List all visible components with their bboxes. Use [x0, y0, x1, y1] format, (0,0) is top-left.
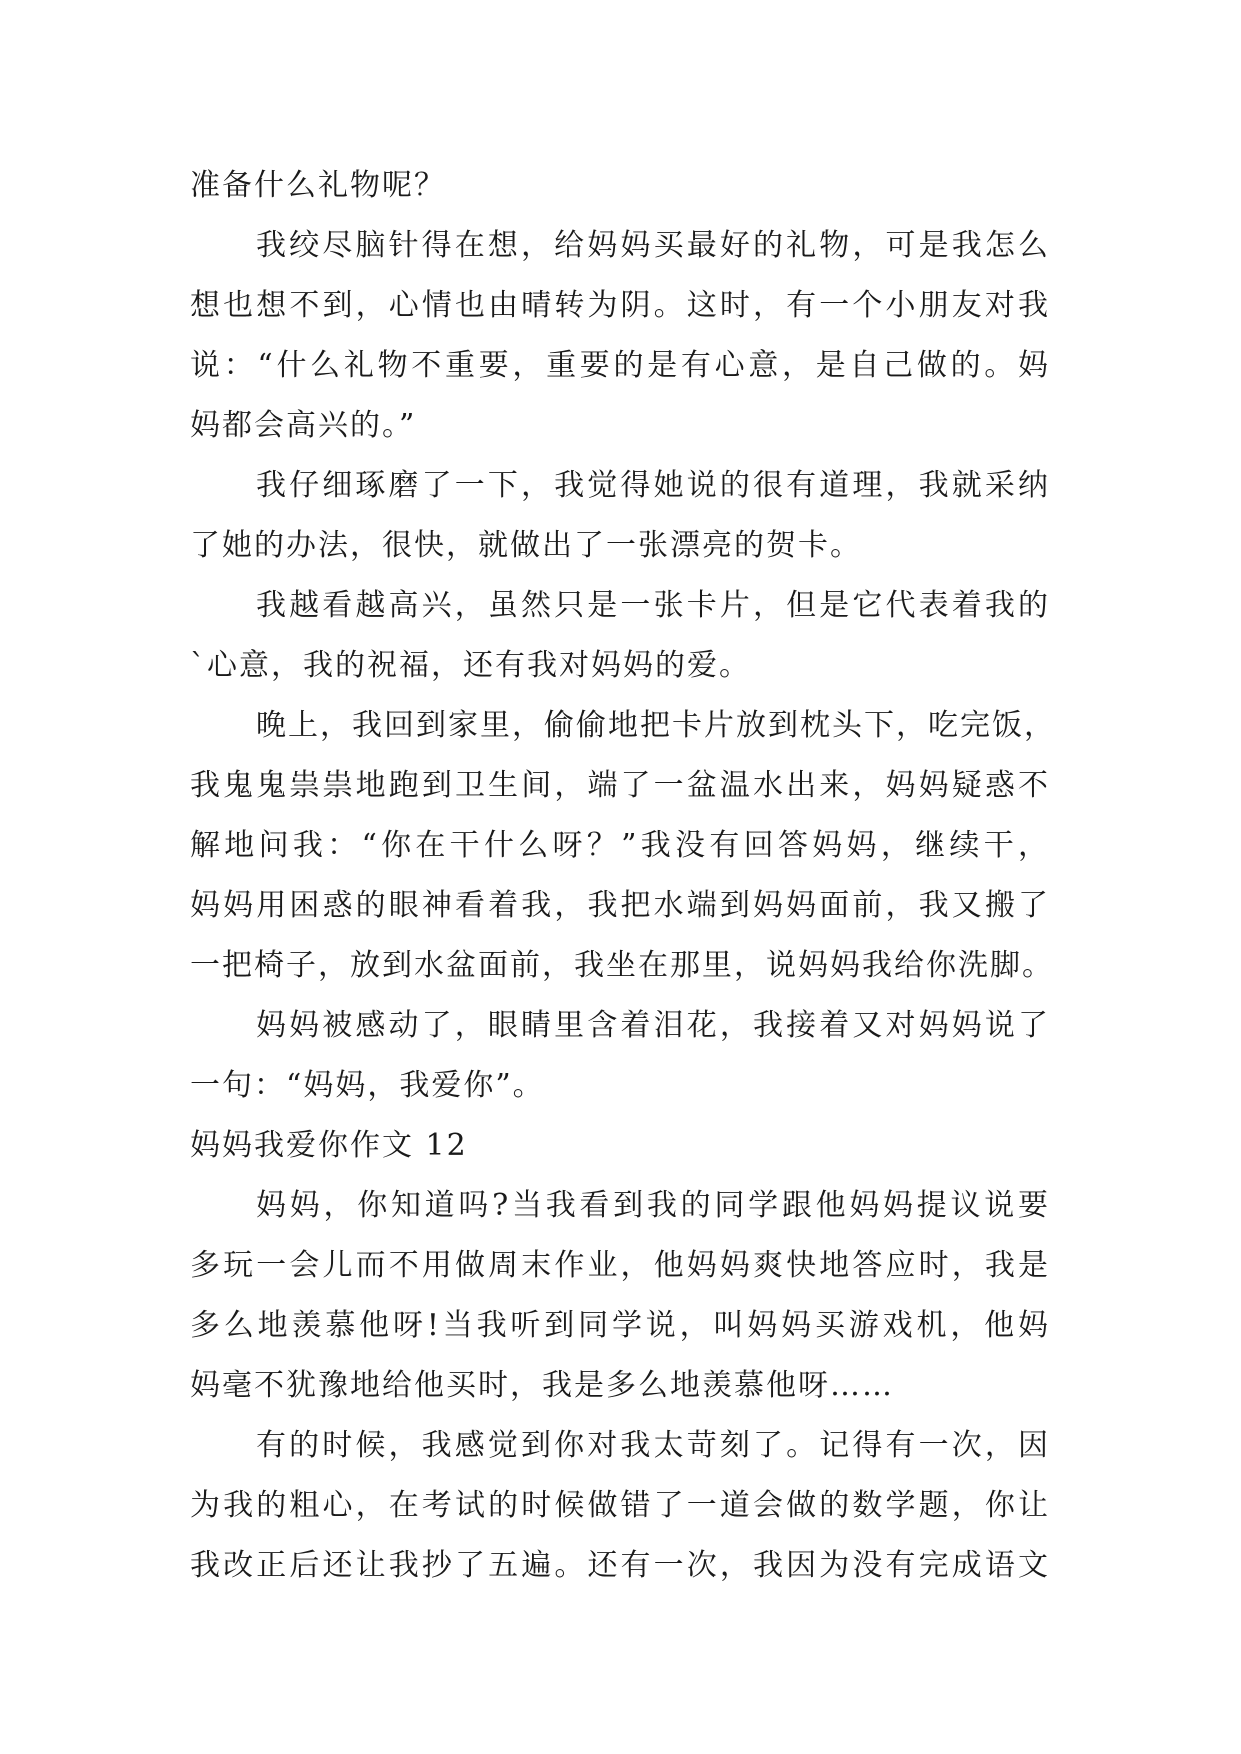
paragraph-line: 一句：“妈妈，我爱你”。	[190, 1068, 545, 1103]
essay-title: 妈妈我爱你作文 12	[190, 1128, 468, 1163]
paragraph-line: 我仔细琢磨了一下，我觉得她说的很有道理，我就采纳	[256, 468, 1050, 503]
paragraph-line: 我鬼鬼祟祟地跑到卫生间，端了一盆温水出来，妈妈疑惑不	[190, 768, 1050, 803]
paragraph-line: 我改正后还让我抄了五遍。还有一次，我因为没有完成语文	[190, 1548, 1050, 1583]
paragraph-line: 解地问我：“你在干什么呀？”我没有回答妈妈，继续干，	[190, 828, 1050, 863]
paragraph-line: 晚上，我回到家里，偷偷地把卡片放到枕头下，吃完饭，	[256, 708, 1056, 743]
paragraph-line: 有的时候，我感觉到你对我太苛刻了。记得有一次，因	[256, 1428, 1050, 1463]
paragraph-line: 妈都会高兴的。”	[190, 408, 417, 443]
paragraph-line: 一把椅子，放到水盆面前，我坐在那里，说妈妈我给你洗脚。	[190, 948, 1054, 983]
paragraph-line: 了她的办法，很快，就做出了一张漂亮的贺卡。	[190, 528, 862, 563]
document-body	[190, 156, 1056, 1596]
paragraph-line: 我越看越高兴，虽然只是一张卡片，但是它代表着我的	[256, 588, 1050, 623]
paragraph-line: 我绞尽脑针得在想，给妈妈买最好的礼物，可是我怎么	[256, 228, 1050, 263]
text-line: 准备什么礼物呢？	[190, 168, 446, 203]
paragraph-line: 妈妈，你知道吗?当我看到我的同学跟他妈妈提议说要	[256, 1188, 1050, 1223]
paragraph-line: 为我的粗心，在考试的时候做错了一道会做的数学题，你让	[190, 1488, 1050, 1523]
paragraph-line: 妈妈用困惑的眼神看着我，我把水端到妈妈面前，我又搬了	[190, 888, 1050, 923]
paragraph-line: 多玩一会儿而不用做周末作业，他妈妈爽快地答应时，我是	[190, 1248, 1050, 1283]
paragraph-line: `心意，我的祝福，还有我对妈妈的爱。	[190, 648, 751, 683]
paragraph-line: 说：“什么礼物不重要，重要的是有心意，是自己做的。妈	[190, 348, 1050, 383]
paragraph-line: 妈毫不犹豫地给他买时，我是多么地羡慕他呀……	[190, 1368, 894, 1403]
paragraph-line: 想也想不到，心情也由晴转为阴。这时，有一个小朋友对我	[190, 288, 1050, 323]
paragraph-line: 多么地羡慕他呀!当我听到同学说，叫妈妈买游戏机，他妈	[190, 1308, 1050, 1343]
paragraph-line: 妈妈被感动了，眼睛里含着泪花，我接着又对妈妈说了	[256, 1008, 1050, 1043]
